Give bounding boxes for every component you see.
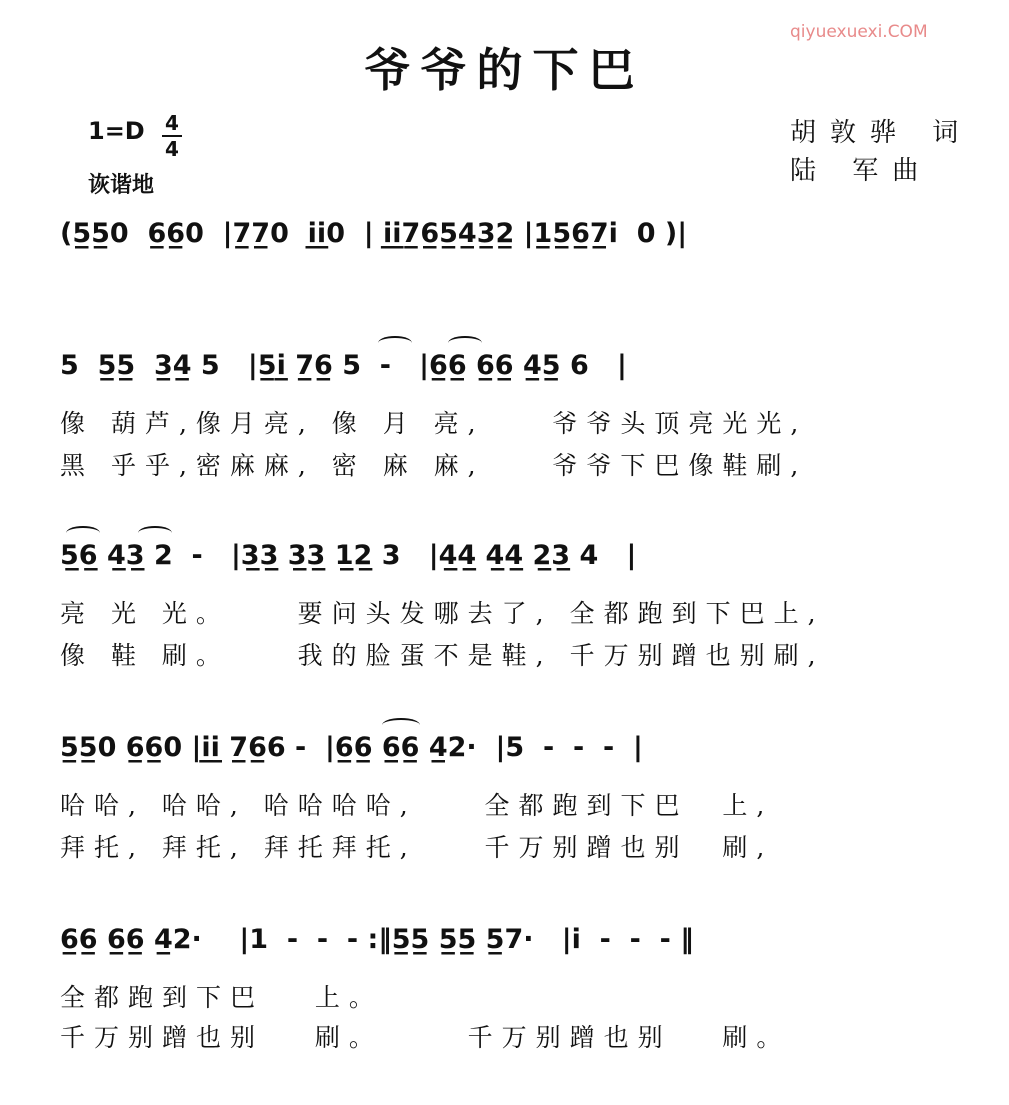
lyrics-line-1-verse-2: 黑 乎乎,密麻麻, 密 麻 麻, 爷爷下巴像鞋刷, — [60, 451, 808, 480]
notation-row-intro: (5̲5̲0 6̲6̲0 |7̲7̲0 i̲i̲0 | i̲i̲7̲6̲5̲4̲3̲2̲ |1̲5̲6̲7̲i 0 )| — [60, 218, 688, 249]
slur-mark — [138, 526, 172, 540]
time-signature — [162, 112, 182, 160]
composer-credit: 陆 军曲 — [790, 156, 933, 186]
song-title: 爷爷的下巴 — [364, 43, 645, 97]
lyricist-credit: 胡敦骅 词 — [790, 118, 973, 148]
lyrics-line-4-verse-2: 千万别蹭也别 刷。 千万别蹭也别 刷。 — [60, 1023, 791, 1052]
notation-row-1: 5 5̲5̲ 3̲4̲ 5 |5̲i̲ 7̲6̲ 5 - |6̲6̲ 6̲6̲ 4̲5̲ 6 | — [60, 350, 627, 381]
lyrics-line-2-verse-2: 像 鞋 刷。 我的脸蛋不是鞋, 千万别蹭也别刷, — [60, 641, 825, 670]
lyrics-line-3-verse-1: 哈哈, 哈哈, 哈哈哈哈, 全都跑到下巴 上, — [60, 791, 774, 820]
time-signature-top: 4 — [165, 111, 179, 135]
watermark: qiyuexuexi.COM — [790, 22, 928, 42]
lyrics-line-3-verse-2: 拜托, 拜托, 拜托拜托, 千万别蹭也别 刷, — [60, 833, 774, 862]
notation-row-2: 5̲6̲ 4̲3̲ 2 - |3̲3̲ 3̲3̲ 1̲2̲ 3 |4̲4̲ 4̲4̲ 2̲3̲ 4 | — [60, 540, 637, 571]
lyrics-line-2-verse-1: 亮 光 光。 要问头发哪去了, 全都跑到下巴上, — [60, 599, 825, 628]
lyrics-line-4-verse-1: 全都跑到下巴 上。 — [60, 983, 383, 1012]
slur-mark — [66, 526, 100, 540]
slur-mark — [448, 336, 482, 350]
notation-row-4: 6̲6̲ 6̲6̲ 4̲2· |1 - - - :‖5̲5̲ 5̲5̲ 5̲7· |i - - - ‖ — [60, 924, 694, 955]
slur-mark — [382, 718, 420, 732]
tempo-marking: 诙谐地 — [88, 173, 155, 198]
slur-mark — [378, 336, 412, 350]
notation-row-3: 5̲5̲0 6̲6̲0 |i̲i̲ 7̲6̲6 - |6̲6̲ 6̲6̲ 4̲2· |5 - - - | — [60, 732, 643, 763]
lyrics-line-1-verse-1: 像 葫芦,像月亮, 像 月 亮, 爷爷头顶亮光光, — [60, 409, 808, 438]
key-signature: 1=D — [88, 117, 145, 145]
time-signature-bottom: 4 — [165, 137, 179, 161]
